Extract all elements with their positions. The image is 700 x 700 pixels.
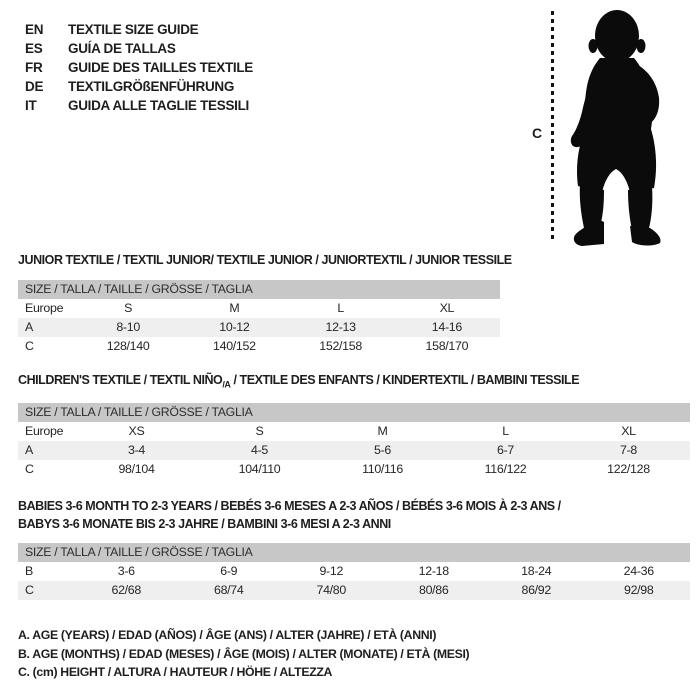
language-code: FR [25,60,43,75]
legend-line-a: A. AGE (YEARS) / EDAD (AÑOS) / ÂGE (ANS) / ALTER (JAHRE) / ETÀ (ANNI) [18,628,437,642]
junior-section-title: JUNIOR TEXTILE / TEXTIL JUNIOR/ TEXTILE JUNIOR / JUNIORTEXTIL / JUNIOR TESSILE [18,253,512,267]
size-cell: XL [621,424,636,438]
table-row [18,441,690,460]
table-row [18,299,500,318]
height-dotted-line [551,11,554,243]
child-height-figure [530,0,695,255]
size-cell: 104/110 [238,462,281,476]
row-label: B [25,564,33,578]
language-code: IT [25,98,37,113]
size-cell: 14-16 [431,320,462,334]
language-row [25,58,253,77]
height-measure-label: C [532,125,543,141]
language-row [25,96,253,115]
table-row [18,318,500,337]
language-row [25,39,253,58]
size-cell: S [124,301,133,315]
size-cell: 24-36 [623,564,654,578]
size-cell: M [229,301,240,315]
children-title-pre: CHILDREN'S TEXTILE / TEXTIL NIÑO [18,373,223,387]
size-cell: L [502,424,509,438]
size-cell: 3-4 [127,443,145,457]
row-label: A [25,320,33,334]
size-cell: 86/92 [521,583,551,597]
babies-title-line1: BABIES 3-6 MONTH TO 2-3 YEARS / BEBÉS 3-6 MESES A 2-3 AÑOS / BÉBÉS 3-6 MOIS À 2-3 ANS / [18,499,561,513]
language-row [25,77,253,96]
guide-title: GUÍA DE TALLAS [68,41,176,56]
language-row [25,20,253,39]
row-label: C [25,339,34,353]
measurement-legend [18,626,469,682]
size-cell: XL [439,301,455,315]
language-code: DE [25,79,44,94]
size-cell: 3-6 [117,564,135,578]
size-cell: S [255,424,264,438]
size-cell: 110/116 [362,462,403,476]
guide-title: TEXTILGRÖßENFÜHRUNG [68,79,235,94]
size-header-bar: SIZE / TALLA / TAILLE / GRÖSSE / TAGLIA [18,403,690,422]
table-row [18,460,690,479]
size-header-bar: SIZE / TALLA / TAILLE / GRÖSSE / TAGLIA [18,280,500,299]
size-cell: 12-18 [418,564,449,578]
size-cell: 74/80 [316,583,346,597]
row-label: C [25,583,34,597]
size-cell: 122/128 [607,462,650,476]
children-title-sub: /A [222,379,231,390]
table-row [18,422,690,441]
size-cell: 7-8 [619,443,637,457]
size-cell: L [337,301,344,315]
size-cell: 10-12 [219,320,250,334]
junior-size-table [18,280,500,356]
size-cell: 92/98 [623,583,654,597]
size-cell: 9-12 [319,564,344,578]
guide-title: GUIDE DES TAILLES TEXTILE [68,60,254,75]
row-label: Europe [25,301,64,315]
babies-size-table [18,543,690,600]
size-cell: M [377,424,388,438]
size-cell: 8-10 [116,320,140,334]
size-cell: 12-13 [325,320,356,334]
size-cell: 4-5 [250,443,268,457]
legend-line-c: C. (cm) HEIGHT / ALTURA / HAUTEUR / HÖHE / ALTEZZA [18,665,333,680]
row-label: Europe [25,424,64,438]
babies-section-title [18,498,561,533]
guide-title: TEXTILE SIZE GUIDE [68,22,199,37]
size-cell: 140/152 [213,339,256,353]
toddler-silhouette-icon [562,6,672,248]
legend-line-b: B. AGE (MONTHS) / EDAD (MESES) / ÂGE (MOIS) / ALTER (MONATE) / ETÀ (MESI) [18,646,470,661]
size-cell: 5-6 [373,443,391,457]
children-section-title [18,372,579,394]
size-cell: 6-9 [220,564,238,578]
size-cell: XS [128,424,145,438]
table-row [18,337,500,356]
guide-title: GUIDA ALLE TAGLIE TESSILI [68,98,249,113]
table-row [18,562,690,581]
size-cell: 18-24 [521,564,552,578]
row-label: A [25,443,33,457]
language-title-list [25,20,253,115]
size-cell: 152/158 [319,339,362,353]
size-cell: 116/122 [484,462,527,476]
table-row [18,581,690,600]
size-cell: 158/170 [425,339,469,353]
size-cell: 80/86 [418,583,449,597]
size-cell: 62/68 [111,583,141,597]
language-code: ES [25,41,43,56]
size-cell: 128/140 [106,339,150,353]
size-cell: 98/104 [118,462,155,476]
row-label: C [25,462,34,476]
size-cell: 6-7 [496,443,514,457]
size-cell: 68/74 [213,583,244,597]
children-title-post: / TEXTILE DES ENFANTS / KINDERTEXTIL / BAMBINI TESSILE [230,373,580,387]
size-header-bar: SIZE / TALLA / TAILLE / GRÖSSE / TAGLIA [18,543,690,562]
language-code: EN [25,22,44,37]
children-size-table [18,403,690,479]
babies-title-line2: BABYS 3-6 MONATE BIS 2-3 JAHRE / BAMBINI 3-6 MESI A 2-3 ANNI [18,516,391,531]
